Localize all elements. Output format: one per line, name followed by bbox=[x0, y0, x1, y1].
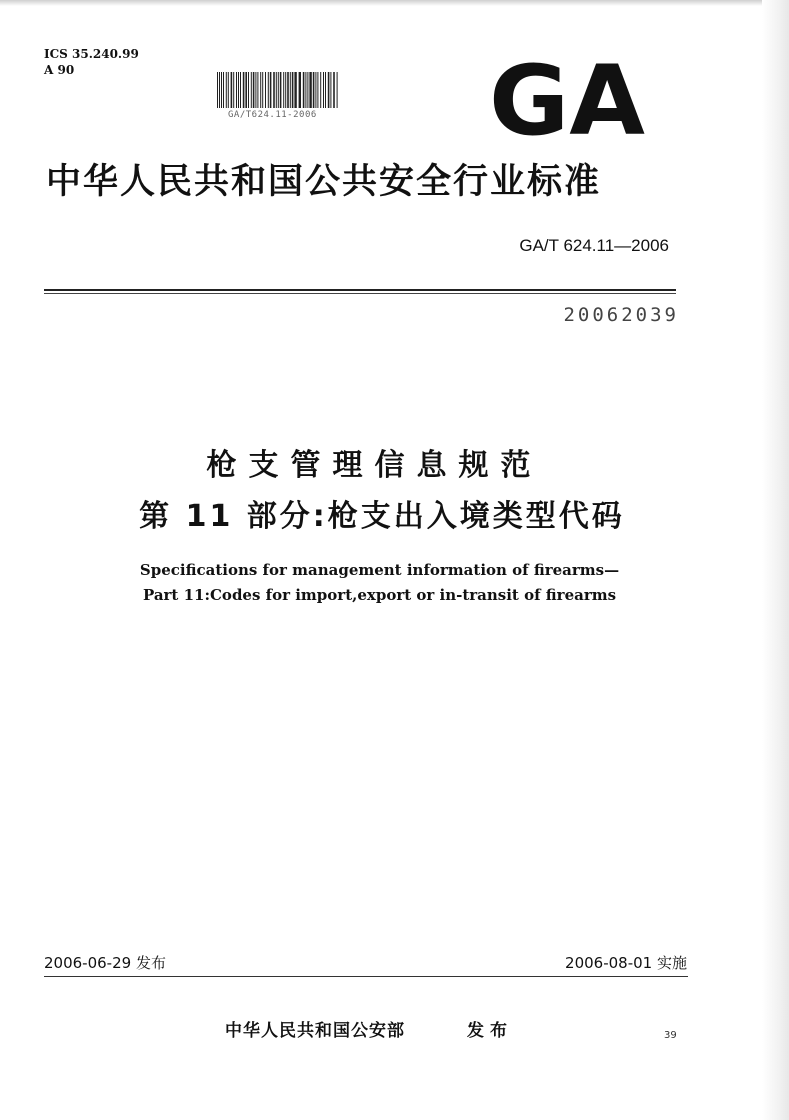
barcode-bar bbox=[337, 72, 338, 108]
barcode-bar bbox=[248, 72, 249, 108]
svg-text:GA: GA bbox=[489, 58, 645, 138]
header-rule bbox=[44, 289, 676, 291]
barcode-bar bbox=[320, 72, 321, 108]
barcode-bar bbox=[221, 72, 222, 108]
ga-logo bbox=[487, 58, 647, 138]
barcode-bar bbox=[265, 72, 266, 108]
barcode-bar bbox=[317, 72, 318, 108]
barcode-bar bbox=[243, 72, 245, 108]
barcode-bar bbox=[245, 72, 247, 108]
barcode-bar bbox=[260, 72, 261, 108]
org-title: 中华人民共和国公共安全行业标准 bbox=[46, 162, 602, 202]
title-en-part: Part 11:Codes for import,export or in-transit of firearms bbox=[142, 586, 617, 604]
barcode-bar bbox=[251, 72, 252, 108]
barcode-bar bbox=[294, 72, 296, 108]
header-rule-thin bbox=[44, 293, 676, 294]
serial-number-stamp: 20062039 bbox=[563, 304, 679, 326]
barcode-bar bbox=[292, 72, 294, 108]
barcode-bar bbox=[233, 72, 234, 108]
title-cn-part: 第 11 部分:枪支出入境类型代码 bbox=[139, 499, 625, 534]
barcode-bar bbox=[268, 72, 269, 108]
barcode-bar bbox=[303, 72, 305, 108]
barcode-bar bbox=[273, 72, 275, 108]
barcode-bar bbox=[315, 72, 316, 108]
issue-date: 2006-06-29 发布 bbox=[44, 954, 166, 972]
barcode-bar bbox=[330, 72, 331, 108]
barcode-bar bbox=[278, 72, 279, 108]
barcode-bar bbox=[270, 72, 272, 108]
barcode-bar bbox=[305, 72, 306, 108]
page-number: 39 bbox=[664, 1030, 677, 1041]
barcode-bar bbox=[313, 72, 315, 108]
issuer-name: 中华人民共和国公安部 bbox=[225, 1021, 405, 1041]
barcode-bar bbox=[236, 72, 237, 108]
barcode-bar bbox=[287, 72, 289, 108]
barcode-bar bbox=[323, 72, 324, 108]
footer-rule bbox=[44, 976, 688, 977]
barcode-bar bbox=[223, 72, 224, 108]
classification-block bbox=[44, 46, 139, 78]
ccs-code: A 90 bbox=[44, 63, 75, 77]
barcode-bar bbox=[228, 72, 229, 108]
barcode-bar bbox=[325, 72, 326, 108]
barcode-bar bbox=[238, 72, 239, 108]
barcode-bar bbox=[226, 72, 227, 108]
barcode-image bbox=[215, 72, 340, 110]
barcode-bar bbox=[219, 72, 220, 108]
barcode-bar bbox=[240, 72, 241, 108]
barcode-bar bbox=[217, 72, 218, 108]
barcode-bar bbox=[231, 72, 233, 108]
barcode-bar bbox=[283, 72, 284, 108]
scan-top-shadow bbox=[0, 0, 789, 6]
issue-label: 发布 bbox=[467, 1021, 513, 1041]
barcode-bar bbox=[307, 72, 308, 108]
ics-code: ICS 35.240.99 bbox=[44, 47, 139, 61]
barcode-bar bbox=[280, 72, 282, 108]
barcode-bar bbox=[262, 72, 263, 108]
barcode-bar bbox=[255, 72, 256, 108]
barcode-bar bbox=[333, 72, 335, 108]
scan-right-edge bbox=[762, 0, 789, 1120]
title-en-main: Specifications for management information of firearms— bbox=[139, 561, 620, 579]
barcode-bar bbox=[290, 72, 291, 108]
barcode-bar bbox=[328, 72, 330, 108]
standard-code: GA/T 624.11—2006 bbox=[519, 236, 669, 255]
title-cn-main: 枪支管理信息规范 bbox=[206, 448, 543, 483]
barcode-bar bbox=[276, 72, 277, 108]
barcode-bar bbox=[299, 72, 301, 108]
barcode-bar bbox=[285, 72, 286, 108]
barcode-text: GA/T624.11-2006 bbox=[228, 110, 317, 120]
barcode-bar bbox=[253, 72, 255, 108]
implementation-date: 2006-08-01 实施 bbox=[565, 954, 687, 972]
barcode-bar bbox=[309, 72, 311, 108]
barcode-bar bbox=[257, 72, 258, 108]
